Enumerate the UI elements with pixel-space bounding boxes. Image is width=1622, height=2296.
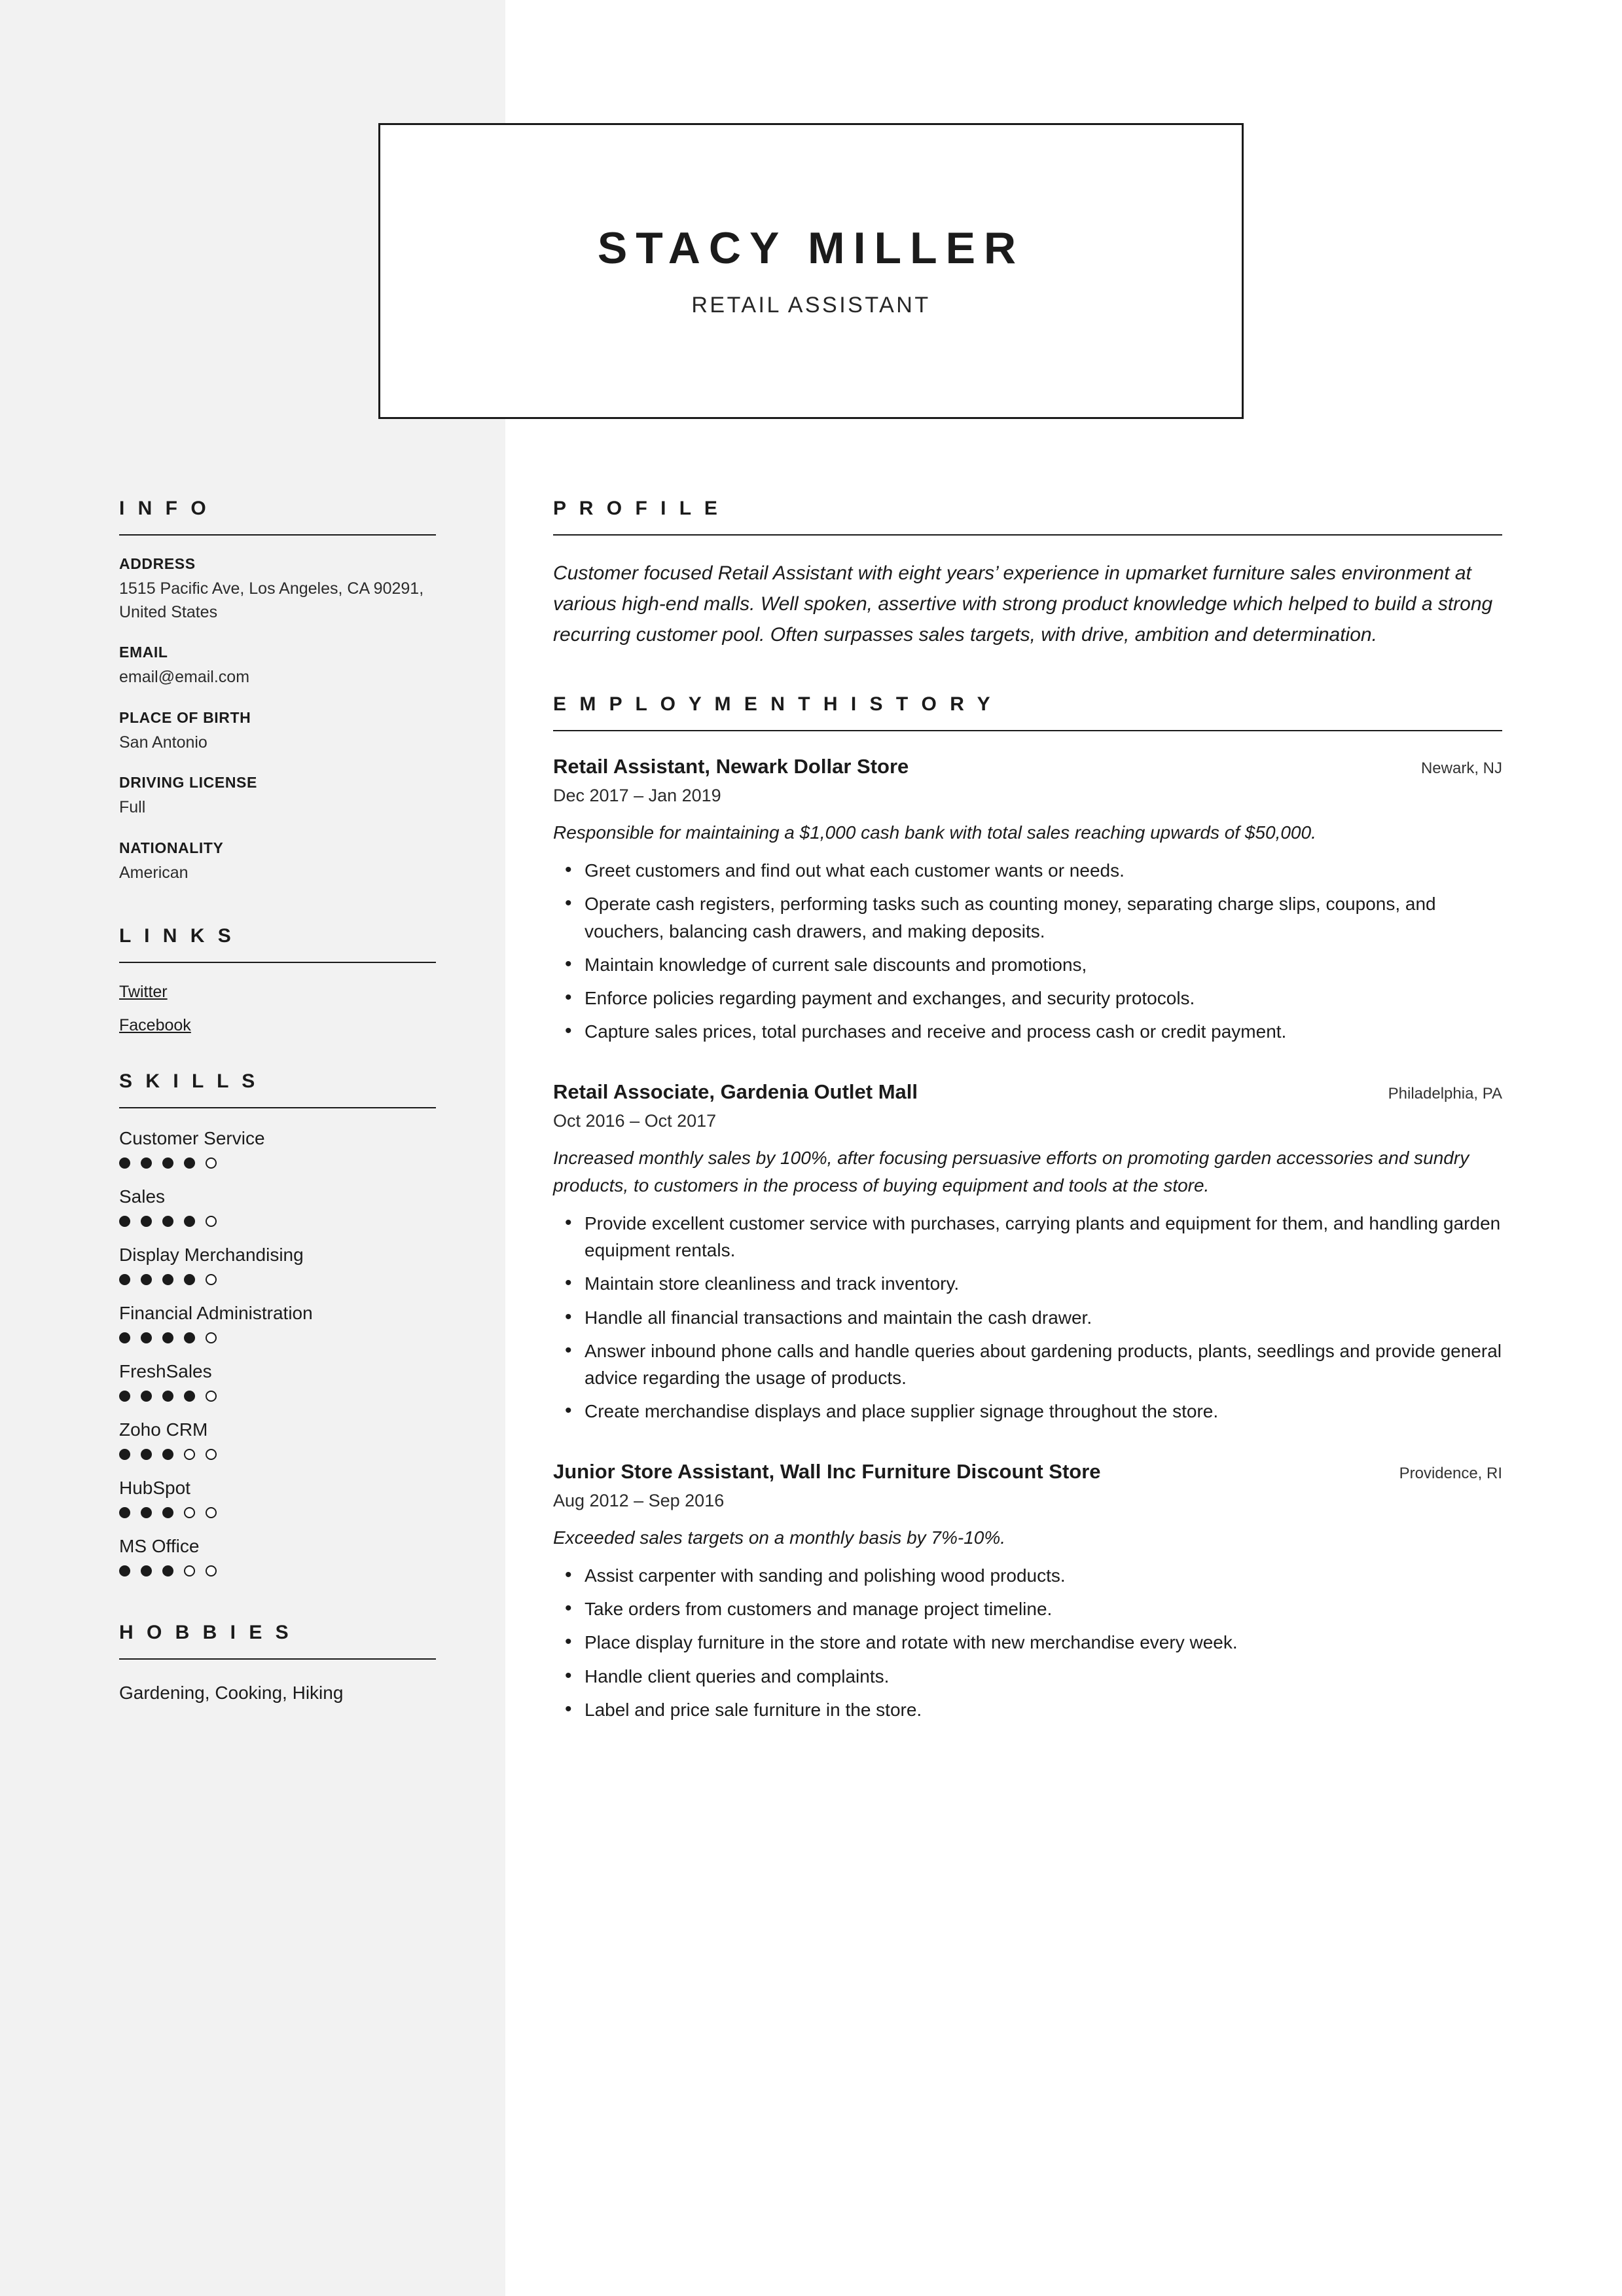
rating-dot-filled (141, 1157, 152, 1169)
job-bullet: • Create merchandise displays and place supplier signage throughout the store. (553, 1398, 1502, 1425)
job-bullet: • Take orders from customers and manage project timeline. (553, 1595, 1502, 1622)
job-bullet: • Capture sales prices, total purchases and receive and process cash or credit payment. (553, 1018, 1502, 1045)
rating-dot-filled (119, 1449, 130, 1460)
job-bullet: • Assist carpenter with sanding and polishing wood products. (553, 1562, 1502, 1589)
skill-item (119, 1361, 436, 1402)
job-bullet: • Operate cash registers, performing tasks such as counting money, separating charge slips, coupons, and vouchers, balancing cash drawers, and making deposits. (553, 890, 1502, 944)
info-field-place-of-birth (119, 709, 436, 755)
header-job-title: RETAIL ASSISTANT (691, 292, 931, 318)
rating-dot-filled (119, 1507, 130, 1518)
rating-dot-filled (162, 1565, 173, 1576)
info-field-driving-license (119, 774, 436, 820)
skill-item (119, 1186, 436, 1227)
rating-dot-filled (141, 1507, 152, 1518)
job-location: Philadelphia, PA (1388, 1085, 1502, 1103)
info-value: San Antonio (119, 733, 207, 752)
job-bullet: • Handle all financial transactions and maintain the cash drawer. (553, 1304, 1502, 1331)
job-bullets (553, 857, 1502, 1045)
rating-dot-filled (119, 1157, 130, 1169)
rating-dot-filled (162, 1507, 173, 1518)
rating-dot-filled (162, 1157, 173, 1169)
job-dates: Aug 2012 – Sep 2016 (553, 1491, 725, 1511)
job-bullet: • Greet customers and find out what each customer wants or needs. (553, 857, 1502, 884)
job-bullet: • Enforce policies regarding payment and exchanges, and security protocols. (553, 985, 1502, 1011)
skill-rating (119, 1216, 436, 1227)
info-label: NATIONALITY (119, 839, 224, 856)
info-label: PLACE OF BIRTH (119, 708, 251, 726)
skill-label: Zoho CRM (119, 1419, 208, 1440)
rating-dot-filled (162, 1449, 173, 1460)
rating-dot-empty (206, 1507, 217, 1518)
links-list (119, 983, 436, 1035)
rating-dot-filled (184, 1391, 195, 1402)
rating-dot-empty (206, 1274, 217, 1285)
rating-dot-empty (206, 1449, 217, 1460)
sidebar (119, 498, 436, 1706)
rating-dot-filled (119, 1565, 130, 1576)
rating-dot-filled (141, 1332, 152, 1343)
job-role: Retail Assistant, Newark Dollar Store (553, 755, 909, 778)
job-bullet: • Maintain knowledge of current sale discounts and promotions, (553, 951, 1502, 978)
profile-paragraph: Customer focused Retail Assistant with eight years’ experience in upmarket furniture sales environment at various high-end malls. Well spoken, assertive with strong product knowledge which helped to build a strong recurring customer pool. Often surpasses sales targets, with drive, ambition and determination. (553, 562, 1493, 646)
rating-dot-filled (119, 1274, 130, 1285)
rating-dot-filled (119, 1332, 130, 1343)
job-summary: Exceeded sales targets on a monthly basis by 7%-10%. (553, 1527, 1006, 1548)
skill-rating (119, 1507, 436, 1518)
info-label: EMAIL (119, 644, 168, 661)
rating-dot-filled (162, 1274, 173, 1285)
section-title-skills: S K I L L S (119, 1070, 436, 1108)
job-dates: Oct 2016 – Oct 2017 (553, 1111, 717, 1131)
job-bullet: • Handle client queries and complaints. (553, 1663, 1502, 1690)
rating-dot-empty (184, 1449, 195, 1460)
job-bullet: • Answer inbound phone calls and handle queries about gardening products, plants, seedlings and provide general advice regarding the usage of products. (553, 1338, 1502, 1391)
rating-dot-filled (141, 1274, 152, 1285)
section-title-hobbies: H O B B I E S (119, 1622, 436, 1660)
job-bullet: • Place display furniture in the store and rotate with new merchandise every week. (553, 1629, 1502, 1656)
info-value: Full (119, 798, 146, 816)
skill-label: MS Office (119, 1536, 200, 1556)
info-value: American (119, 863, 189, 882)
skill-label: Sales (119, 1186, 166, 1207)
info-field-nationality (119, 839, 436, 885)
rating-dot-filled (184, 1216, 195, 1227)
skill-item (119, 1303, 436, 1343)
job-role: Junior Store Assistant, Wall Inc Furniture Discount Store (553, 1460, 1101, 1484)
skill-label: Customer Service (119, 1128, 265, 1148)
rating-dot-empty (184, 1565, 195, 1576)
job-summary: Responsible for maintaining a $1,000 cash bank with total sales reaching upwards of $50,000. (553, 822, 1316, 843)
skill-item (119, 1536, 436, 1576)
rating-dot-filled (162, 1332, 173, 1343)
job-summary: Increased monthly sales by 100%, after focusing persuasive efforts on promoting garden accessories and sundry products, to customers in the process of buying equipment and tools at the store. (553, 1148, 1469, 1196)
name-header-box (378, 123, 1244, 419)
link-facebook[interactable]: Facebook (119, 1016, 191, 1034)
info-label: DRIVING LICENSE (119, 774, 257, 791)
rating-dot-filled (119, 1216, 130, 1227)
employment-entry (553, 1079, 1502, 1425)
rating-dot-empty (206, 1332, 217, 1343)
rating-dot-filled (162, 1216, 173, 1227)
skill-rating (119, 1449, 436, 1460)
skill-label: FreshSales (119, 1361, 212, 1381)
job-location: Newark, NJ (1420, 759, 1502, 778)
rating-dot-empty (206, 1216, 217, 1227)
skill-rating (119, 1565, 436, 1576)
skill-rating (119, 1157, 436, 1169)
job-bullet: • Maintain store cleanliness and track inventory. (553, 1270, 1502, 1297)
skill-label: Financial Administration (119, 1303, 313, 1323)
employment-entry (553, 1459, 1502, 1723)
skill-rating (119, 1391, 436, 1402)
rating-dot-empty (206, 1565, 217, 1576)
job-role: Retail Associate, Gardenia Outlet Mall (553, 1080, 918, 1104)
rating-dot-filled (119, 1391, 130, 1402)
section-title-info: I N F O (119, 498, 436, 536)
skill-item (119, 1128, 436, 1169)
page-title: STACY MILLER (597, 223, 1025, 274)
skill-label: Display Merchandising (119, 1245, 304, 1265)
job-dates: Dec 2017 – Jan 2019 (553, 786, 721, 806)
rating-dot-filled (141, 1391, 152, 1402)
job-bullets (553, 1210, 1502, 1425)
job-bullet: • Label and price sale furniture in the store. (553, 1696, 1502, 1723)
rating-dot-empty (206, 1157, 217, 1169)
job-location: Providence, RI (1399, 1465, 1502, 1483)
employment-entry (553, 754, 1502, 1045)
rating-dot-filled (184, 1332, 195, 1343)
skill-item (119, 1419, 436, 1460)
rating-dot-filled (162, 1391, 173, 1402)
section-title-employment-history: E M P L O Y M E N T H I S T O R Y (553, 693, 1502, 731)
skill-label: HubSpot (119, 1478, 190, 1498)
rating-dot-filled (141, 1449, 152, 1460)
skill-item (119, 1478, 436, 1518)
job-bullet: • Provide excellent customer service with purchases, carrying plants and equipment for them, and handling garden equipment rentals. (553, 1210, 1502, 1264)
info-label: ADDRESS (119, 555, 196, 572)
skill-item (119, 1245, 436, 1285)
info-value: 1515 Pacific Ave, Los Angeles, CA 90291, United States (119, 579, 424, 621)
info-field-email (119, 644, 436, 689)
section-title-profile: P R O F I L E (553, 498, 1502, 536)
rating-dot-empty (184, 1507, 195, 1518)
rating-dot-filled (184, 1274, 195, 1285)
section-title-links: L I N K S (119, 925, 436, 963)
hobbies-value: Gardening, Cooking, Hiking (119, 1683, 344, 1703)
info-value: email@email.com (119, 668, 250, 686)
info-field-address (119, 555, 436, 624)
rating-dot-filled (184, 1157, 195, 1169)
main-content (553, 498, 1502, 1757)
link-twitter[interactable]: Twitter (119, 983, 168, 1001)
job-bullets (553, 1562, 1502, 1723)
rating-dot-filled (141, 1216, 152, 1227)
rating-dot-empty (206, 1391, 217, 1402)
rating-dot-filled (141, 1565, 152, 1576)
skill-rating (119, 1274, 436, 1285)
skill-rating (119, 1332, 436, 1343)
